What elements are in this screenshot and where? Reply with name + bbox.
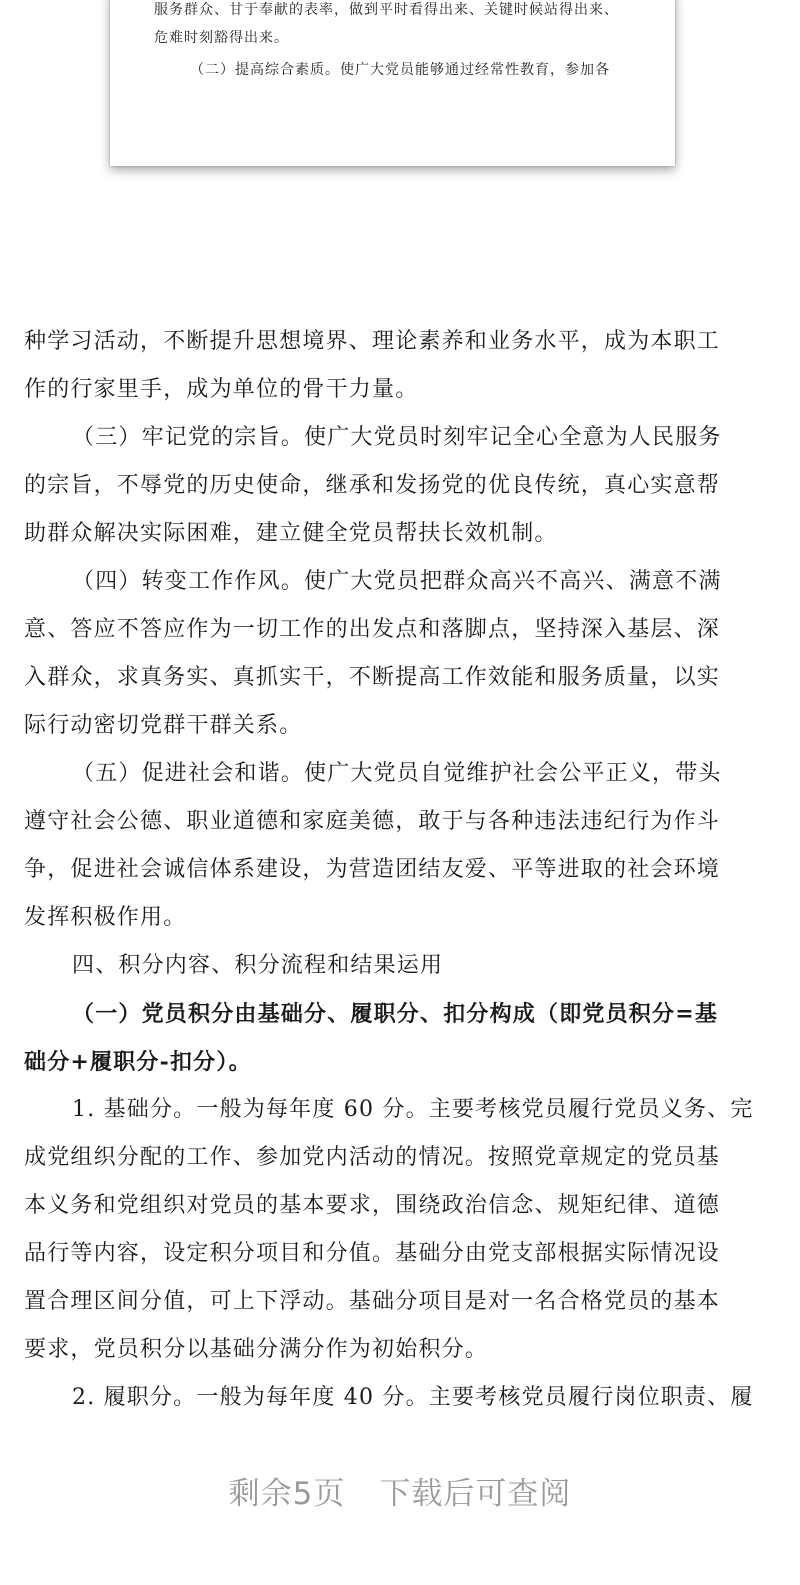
subsection-heading: （一）党员积分由基础分、履职分、扣分构成（即党员积分=基 — [72, 1001, 719, 1027]
body-line: 发挥积极作用。 — [24, 905, 187, 930]
document-preview-card — [110, 0, 675, 166]
section-heading: 四、积分内容、积分流程和结果运用 — [72, 953, 444, 978]
body-line: 的宗旨，不辱党的历史使命，继承和发扬党的优良传统，真心实意帮 — [24, 473, 721, 498]
body-line: （三）牢记党的宗旨。使广大党员时刻牢记全心全意为人民服务 — [72, 425, 722, 450]
body-line: 入群众，求真务实、真抓实干，不断提高工作效能和服务质量，以实 — [24, 665, 721, 690]
body-line: 品行等内容，设定积分项目和分值。基础分由党支部根据实际情况设 — [24, 1241, 721, 1266]
body-line: 要求，党员积分以基础分满分作为初始积分。 — [24, 1337, 489, 1362]
subsection-heading: 础分+履职分-扣分）。 — [24, 1049, 252, 1075]
body-line: 种学习活动，不断提升思想境界、理论素养和业务水平，成为本职工 — [24, 329, 721, 354]
body-line: 本义务和党组织对党员的基本要求，围绕政治信念、规矩纪律、道德 — [24, 1193, 721, 1218]
body-line: 际行动密切党群干群关系。 — [24, 713, 303, 738]
body-line: 作的行家里手，成为单位的骨干力量。 — [24, 377, 419, 402]
body-line: （四）转变工作作风。使广大党员把群众高兴不高兴、满意不满 — [72, 569, 722, 594]
body-line: 1. 基础分。一般为每年度 60 分。主要考核党员履行党员义务、完 — [72, 1097, 754, 1122]
body-line: 2. 履职分。一般为每年度 40 分。主要考核党员履行岗位职责、履 — [72, 1385, 754, 1410]
remaining-pages-text: 剩余5页 — [228, 1476, 346, 1512]
body-line: 成党组织分配的工作、参加党内活动的情况。按照党章规定的党员基 — [24, 1145, 721, 1170]
body-line: 争，促进社会诚信体系建设，为营造团结友爱、平等进取的社会环境 — [24, 857, 721, 882]
preview-line: （二）提高综合素质。使广大党员能够通过经常性教育，参加各 — [190, 62, 610, 78]
body-line: 置合理区间分值，可上下浮动。基础分项目是对一名合格党员的基本 — [24, 1289, 721, 1314]
remaining-pages-banner[interactable] — [0, 1468, 800, 1513]
body-line: 遵守社会公德、职业道德和家庭美德，敢于与各种违法违纪行为作斗 — [24, 809, 721, 834]
preview-line: 服务群众、甘于奉献的表率，做到平时看得出来、关键时候站得出来、 — [154, 2, 619, 18]
preview-line: 危难时刻豁得出来。 — [154, 30, 289, 46]
body-line: 意、答应不答应作为一切工作的出发点和落脚点，坚持深入基层、深 — [24, 617, 721, 642]
body-line: （五）促进社会和谐。使广大党员自觉维护社会公平正义，带头 — [72, 761, 722, 786]
download-hint-text: 下载后可查阅 — [379, 1476, 572, 1512]
body-line: 助群众解决实际困难，建立健全党员帮扶长效机制。 — [24, 521, 558, 546]
document-body — [24, 318, 776, 1422]
